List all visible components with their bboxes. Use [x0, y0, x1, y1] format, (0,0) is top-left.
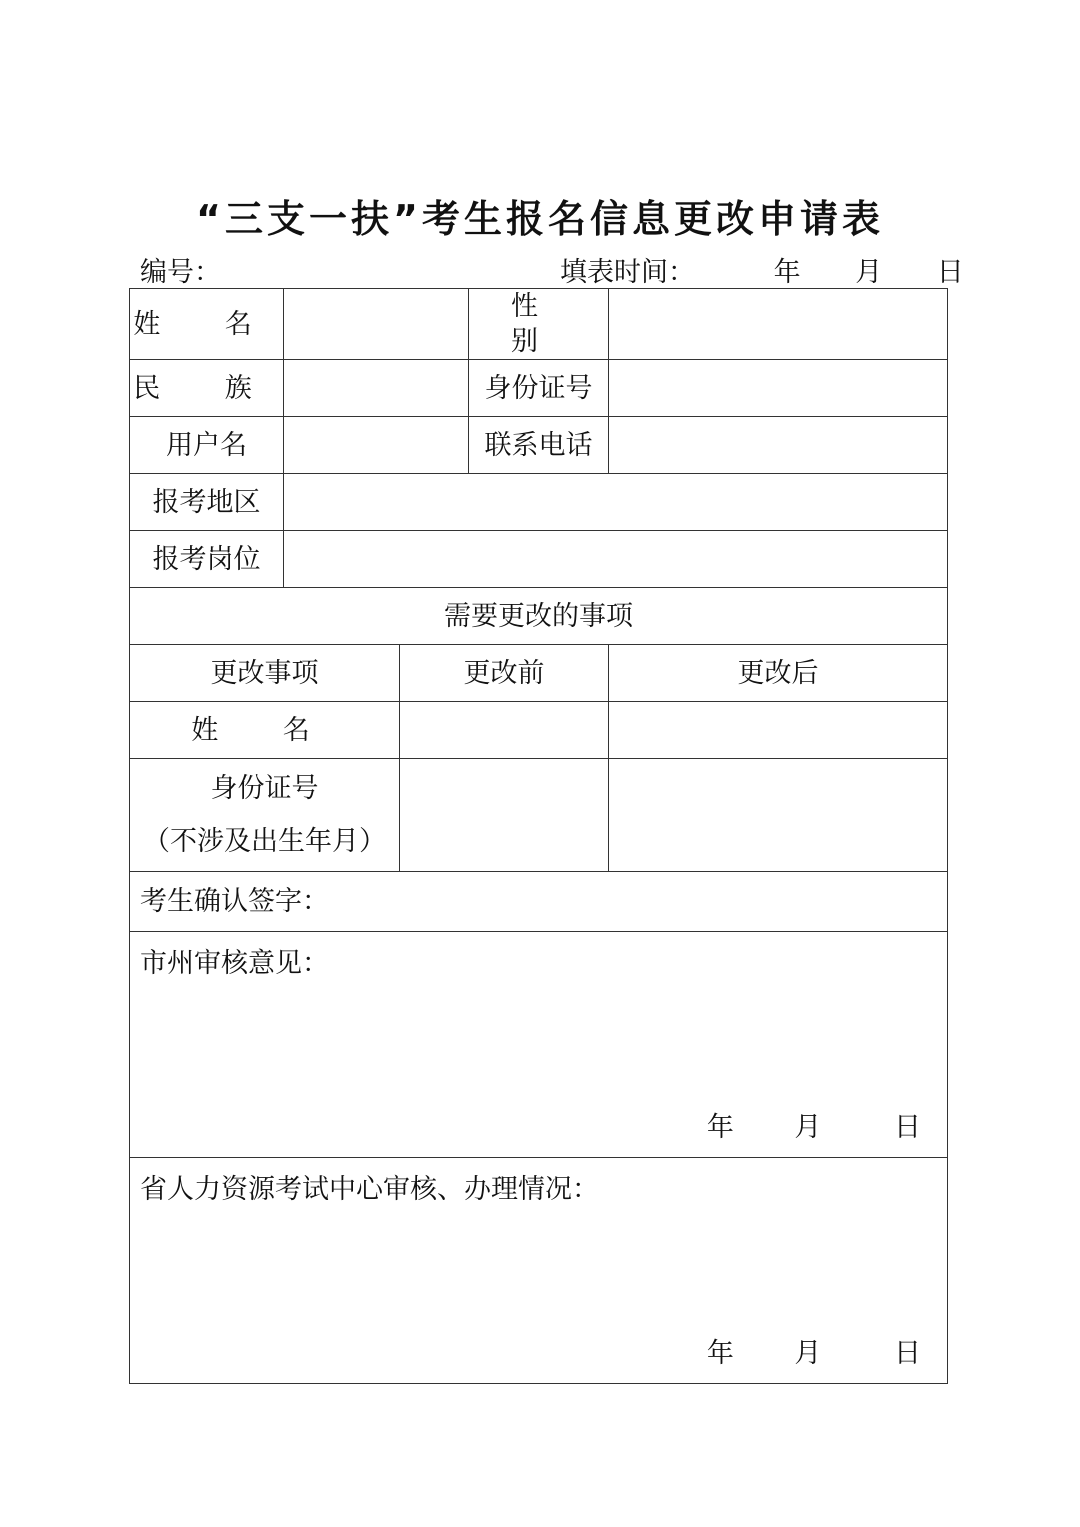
city-review-day: 日: [894, 1112, 921, 1144]
fill-year: 年: [773, 257, 801, 288]
position-label-cell: 报考岗位: [130, 531, 284, 588]
city-review-date: [707, 1110, 921, 1145]
username-label-cell: 用户名: [130, 417, 284, 474]
province-review-day: 日: [894, 1338, 921, 1370]
name-label-cell: 姓 名: [130, 289, 284, 360]
id-label-cell: 身份证号: [469, 360, 609, 417]
application-form-table: [129, 288, 948, 1384]
phone-input-cell[interactable]: [609, 417, 948, 474]
fill-day: 日: [936, 257, 964, 288]
changes-section-title: 需要更改的事项: [130, 588, 948, 645]
ethnicity-label-cell: 民 族: [130, 360, 284, 417]
city-review-month: 月: [794, 1112, 822, 1144]
province-review-cell[interactable]: [130, 1158, 948, 1384]
province-review-date: [707, 1336, 921, 1371]
col-header-after: 更改后: [609, 645, 948, 702]
change-name-before-cell[interactable]: [400, 702, 609, 759]
change-row-id-label: 身份证号 （不涉及出生年月）: [130, 759, 400, 872]
ethnicity-input-cell[interactable]: [284, 360, 469, 417]
name-input-cell[interactable]: [284, 289, 469, 360]
serial-number-label: 编号：: [140, 257, 221, 288]
username-input-cell[interactable]: [284, 417, 469, 474]
change-name-after-cell[interactable]: [609, 702, 948, 759]
col-header-item: 更改事项: [130, 645, 400, 702]
gender-label-cell: 性 别: [469, 289, 609, 360]
fill-time-label: 填表时间：: [560, 257, 695, 288]
region-label-cell: 报考地区: [130, 474, 284, 531]
gender-input-cell[interactable]: [609, 289, 948, 360]
change-id-before-cell[interactable]: [400, 759, 609, 872]
fill-time-row: [560, 250, 964, 289]
city-review-year: 年: [706, 1112, 734, 1144]
col-header-before: 更改前: [400, 645, 609, 702]
phone-label-cell: 联系电话: [469, 417, 609, 474]
change-id-after-cell[interactable]: [609, 759, 948, 872]
signature-cell[interactable]: [130, 872, 948, 932]
city-review-label: 市州审核意见：: [140, 948, 329, 980]
signature-label: 考生确认签字：: [140, 886, 329, 918]
id-input-cell[interactable]: [609, 360, 948, 417]
province-review-month: 月: [794, 1338, 822, 1370]
province-review-label: 省人力资源考试中心审核、办理情况：: [140, 1174, 599, 1206]
fill-month: 月: [855, 257, 883, 288]
form-title: “三支一扶”考生报名信息更改申请表: [196, 197, 884, 241]
province-review-year: 年: [706, 1338, 734, 1370]
change-row-name-label: 姓 名: [130, 702, 400, 759]
city-review-cell[interactable]: [130, 932, 948, 1158]
region-input-cell[interactable]: [284, 474, 948, 531]
position-input-cell[interactable]: [284, 531, 948, 588]
